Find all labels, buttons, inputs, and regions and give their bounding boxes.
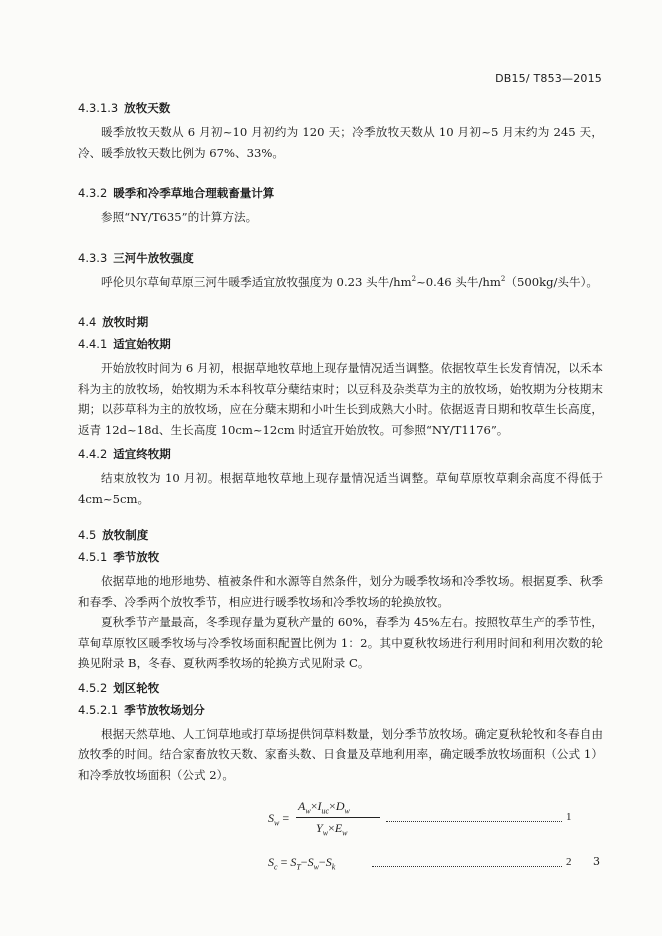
paragraph-end-grazing: 结束放牧为 10 月初。根据草地牧草地上现存量情况适当调整。草甸草原牧草剩余高度不得低于 4cm~5cm。 [78,471,603,506]
paragraph-start-grazing: 开始放牧时间为 6 月初，根据草地牧草地上现存量情况适当调整。依据牧草生长发育情况，以禾本科为主的放牧场，始牧期为禾本科牧草分蘖结束时；以豆科及杂类草为主的放牧场，始牧期为分枝期末期；以莎草科为主的放牧场，应在分蘖末期和小叶生长到成熟大小时。依据返青日期和牧草生长高度，返青 12d~18d、生长高度 10cm~12cm 时适宜开始放牧。可参照“NY/T1176”。 [78,361,603,437]
heading-title: 放牧制度 [102,528,149,542]
heading-4-3-3 [78,250,603,266]
fraction-bar [296,817,380,818]
heading-4-5-2-1 [78,702,603,718]
superscript: 2 [500,274,506,283]
heading-title: 三河牛放牧强度 [113,250,194,265]
heading-number: 4.5.2 [78,680,108,695]
heading-title: 适宜始牧期 [113,337,171,351]
heading-title: 暖季和冷季草地合理载畜量计算 [113,186,275,200]
paragraph-seasonal-grazing-1: 依据草地的地形地势、植被条件和水源等自然条件，划分为暖季牧场和冷季牧场。根据夏季、秋季和春季、冷季两个放牧季节，相应进行暖季牧场和冷季牧场的轮换放牧。 [78,574,603,609]
heading-title: 适宜终牧期 [113,447,171,461]
page-number: 3 [593,855,600,868]
intensity-text-c: （500kg/头牛）。 [505,274,598,289]
heading-number: 4.5.2.1 [78,702,119,717]
heading-4-5 [78,527,603,543]
leader-dots [372,866,562,867]
heading-number: 4.3.3 [78,250,108,265]
heading-title: 划区轮牧 [113,680,160,695]
superscript: 2 [411,274,417,283]
formula-1-denominator: $Y_w\times E_w$ [316,821,348,838]
heading-number: 4.3.1.3 [78,101,119,115]
heading-4-5-2 [78,680,603,696]
heading-number: 4.4.2 [78,447,108,461]
heading-number: 4.5.1 [78,550,108,564]
paragraph-carrying-capacity: 参照“NY/T635”的计算方法。 [101,210,258,224]
heading-4-4 [78,314,603,330]
paragraph-grazing-days: 暖季放牧天数从 6 月初~10 月初约为 120 天；冷季放牧天数从 10 月初~5 月末约为 245 天，冷、暖季放牧天数比例为 67%、33%。 [78,125,603,160]
heading-title: 放牧时期 [102,315,149,329]
heading-number: 4.5 [78,528,97,542]
formula-1 [268,799,588,839]
heading-4-3-1-3 [78,100,603,116]
heading-number: 4.4.1 [78,337,108,351]
heading-title: 季节放牧 [113,550,160,564]
paragraph-grazing-intensity [78,272,603,293]
formula-area [78,785,603,895]
equation-number-2: 2 [566,856,572,868]
paragraph-seasonal-grazing-2: 夏秋季节产量最高，冬季现存量为夏秋产量的 60%，春季为 45%左右。按照牧草生产的季节性，草甸草原牧区暖季牧场与冷季牧场面积配置比例为 1：2。其中夏秋牧场进行利用时间和利用次数的轮换见附录 B，冬春、夏秋两季牧场的轮换方式见附录 C。 [78,615,603,670]
document-body [78,100,603,895]
heading-4-4-1 [78,336,603,352]
heading-4-3-2 [78,185,603,201]
heading-title: 季节放牧场划分 [124,702,205,717]
heading-number: 4.4 [78,315,97,329]
heading-4-4-2 [78,446,603,462]
paragraph-pasture-division: 根据天然草地、人工饲草地或打草场提供饲草料数量，划分季节放牧场。确定夏秋轮牧和冬春自由放牧季的时间。结合家畜放牧天数、家畜头数、日食量及草地利用率，确定暖季放牧场面积（公式 1）和冷季放牧场面积（公式 2）。 [78,726,603,782]
leader-dots [386,821,562,822]
heading-4-5-1 [78,549,603,565]
standard-code: DB15/ T853—2015 [495,72,602,85]
formula-1-lhs: $S_w$ = [268,811,290,828]
equation-number-1: 1 [566,811,572,823]
formula-2 [268,855,588,879]
heading-title: 放牧天数 [124,101,171,115]
formula-1-numerator: $A_w\times I_{uc}\times D_w$ [298,799,350,816]
intensity-text-b: ~0.46 头牛/hm [416,274,501,289]
intensity-text-a: 呼伦贝尔草甸草原三河牛暖季适宜放牧强度为 0.23 头牛/hm [101,274,412,289]
heading-number: 4.3.2 [78,186,108,200]
formula-2-expression: $S_c = S_T-S_w-S_k$ [268,855,336,872]
